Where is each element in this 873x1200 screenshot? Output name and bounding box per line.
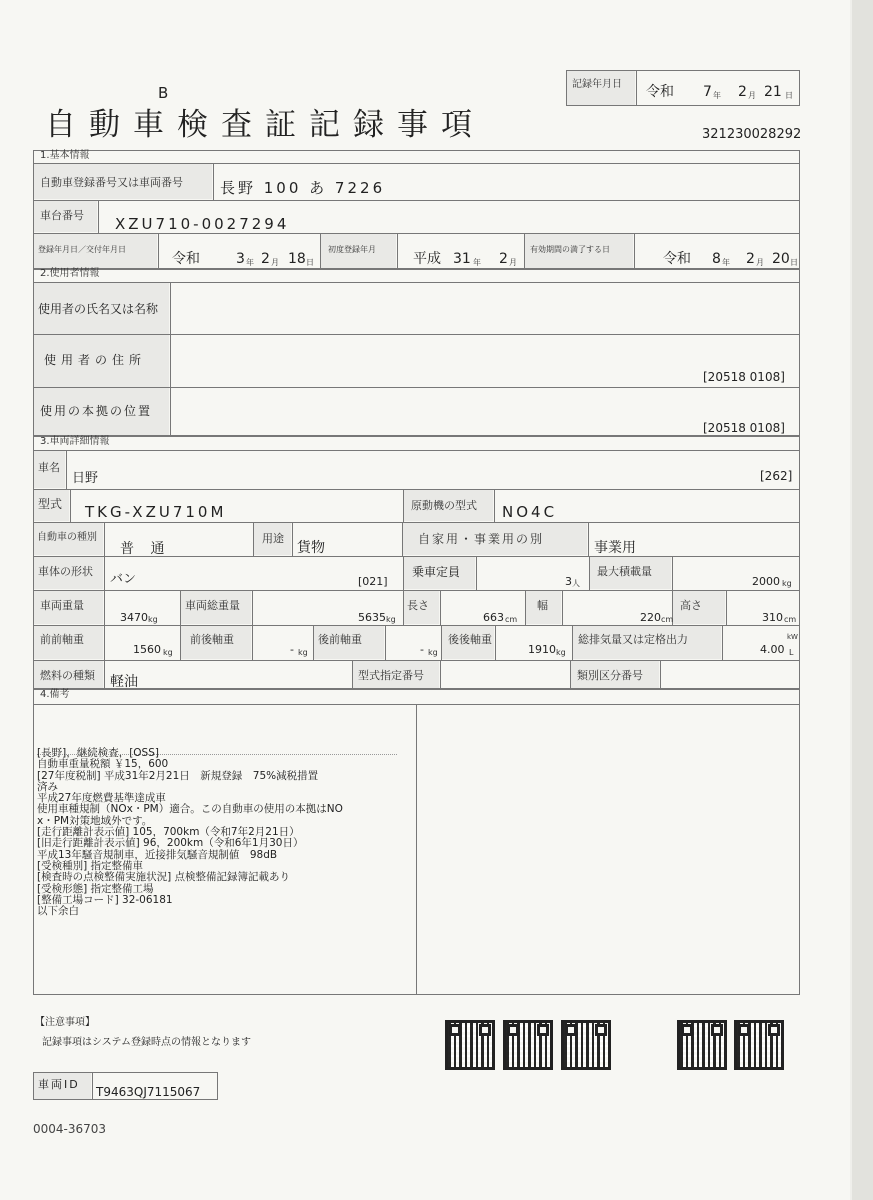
- category-number-label: 類別区分番号: [577, 669, 643, 682]
- chassis-number-value: XZU710-0027294: [115, 215, 290, 233]
- rear-front-axle-label: 後前軸重: [318, 633, 362, 646]
- record-date-year: 7: [703, 84, 712, 100]
- expiry-date-label: 有効期間の満了する日: [530, 245, 610, 254]
- use-value: 貨物: [297, 540, 325, 556]
- remark-line: 自動車重量税額 ￥15，600: [37, 758, 169, 771]
- model-value: TKG-XZU710M: [85, 503, 227, 521]
- gross-weight-value: 5635: [358, 611, 386, 624]
- document-number: 321230028292: [702, 127, 802, 142]
- paper-edge: [852, 0, 873, 1200]
- displacement-label: 総排気量又は定格出力: [578, 633, 688, 646]
- issue-date-month: 2: [261, 251, 270, 267]
- length-value: 663: [483, 611, 504, 624]
- issue-date-day: 18: [288, 251, 306, 267]
- user-address-label: 使用者の住所: [44, 353, 147, 367]
- model-label: 型式: [38, 497, 63, 511]
- remark-line: [旧走行距離計表示値] 96，200km（令和6年1月30日）: [37, 837, 304, 850]
- remark-line: 使用車種規制（NOx・PM）適合。この自動車の使用の本拠はNO: [37, 803, 343, 816]
- section-basic-info-title: 1.基本情報: [40, 150, 90, 161]
- max-load-value: 2000: [752, 575, 780, 588]
- remark-line: [受検形態] 指定整備工場: [37, 882, 154, 895]
- remark-line: [検査時の点検整備実施状況] 点検整備記録簿記載あり: [37, 871, 291, 884]
- height-label: 高さ: [680, 599, 702, 612]
- fuel-type-value: 軽油: [110, 674, 138, 690]
- front-front-axle-label: 前前軸重: [40, 633, 84, 646]
- remark-line: [受検種別] 指定整備車: [37, 859, 144, 872]
- record-date-month: 2: [738, 84, 747, 100]
- remark-line: [整備工場コード] 32-06181: [37, 893, 173, 906]
- issue-date-label: 登録年月日／交付年月日: [38, 245, 126, 254]
- b-mark: B: [158, 84, 169, 102]
- qr-code-2: [503, 1020, 553, 1070]
- form-number: 0004-36703: [33, 1122, 107, 1136]
- remark-line: 平成13年騒音規制車，近接排気騒音規制値 98dB: [37, 848, 278, 861]
- user-name-label: 使用者の氏名又は名称: [38, 302, 159, 316]
- rear-rear-axle-value: 1910: [528, 643, 556, 656]
- body-shape-code: [021]: [358, 575, 388, 588]
- vehicle-weight-value: 3470: [120, 611, 148, 624]
- private-business-value: 事業用: [594, 540, 636, 556]
- fuel-type-label: 燃料の種類: [40, 669, 95, 682]
- expiry-date-year: 8: [712, 251, 721, 267]
- body-shape-label: 車体の形状: [38, 565, 93, 578]
- certificate-paper: B 自動車検査証記録事項 記録年月日 令和 7 年 2 月 21 日 321230028292 1.基本情報 自動車登録番号又は車両番号 長野 100 あ 7226 車台番号 XZU710-0027294 登録年月日／交付年月日 令和 3 年 2 月 18 日 初度登録年月 平成 31 年 2 月 有効期間の満了する日 令和 8 年 2 月 20 日 2.使用者情報 使用者の氏名又は名称 使用者の住所 [20518 0108] 使用の本拠の位置 [20518 0108] 3.車両詳細情報 車名 日野 [262] 型式 TKG-XZU710M 原動機の型式 NO4C 自動車の種別 普 通 用途 貨物 自家用・事業用の別 事業用 車体の形状 バン [021] 乗車定員 3 人 最大積載量 2000 kg 車両重量 3470 kg 車両総重量 5635 kg 長さ 663 cm 幅 220 cm 高さ 310 cm 前前軸重 1560 kg 前後軸重 - kg 後前軸重 - kg 後後軸重 1910 kg 総排気量又は定格出力 4.00 kW L 燃料の種類 軽油 型式指定番号 類別区分番号 4.備考 [長野]，継続検査，[OSS] 自動車重量税額 ￥15，600 [27年度税制] 平成31年2月21日 新規登録 75%減税措置 済み 平成27年度燃費基準達成車 使用車種規制（NOx・PM）適合。この自動車の使用の本拠はNO x・PM対策地域外です。 [走行距離計表示値] 105，700km（令和7年2月21日） [旧走行距離計表示値] 96，200km（令和6年1月30日） 平成13年騒音規制車，近接排気騒音規制値 98dB [受検種別] 指定整備車 [検査時の点検整備実施状況] 点検整備記録簿記載あり [受検形態] 指定整備工場 [整備工場コード] 32-06181 以下余白 【注意事項】 記録事項はシステム登録時点の情報となります 車両ID T9463QJ7115067 0004-36703: [0, 0, 850, 1200]
- document-title: 自動車検査証記録事項: [45, 107, 485, 143]
- vehicle-weight-label: 車両重量: [40, 599, 84, 612]
- displacement-value: 4.00: [760, 643, 785, 656]
- height-value: 310: [762, 611, 783, 624]
- engine-model-value: NO4C: [502, 503, 558, 521]
- chassis-number-label: 車台番号: [40, 209, 84, 222]
- length-label: 長さ: [407, 599, 429, 612]
- width-label: 幅: [537, 599, 548, 612]
- first-registration-label: 初度登録年月: [328, 245, 376, 254]
- designation-number-label: 型式指定番号: [358, 669, 424, 682]
- issue-date-year: 3: [236, 251, 245, 267]
- registration-number-value: 長野 100 あ 7226: [220, 179, 386, 197]
- vehicle-type-label: 自動車の種別: [37, 532, 97, 543]
- record-date-era: 令和: [646, 84, 674, 100]
- vehicle-type-value: 普 通: [120, 541, 171, 557]
- first-registration-year: 31: [453, 251, 471, 267]
- qr-code-5: [734, 1020, 784, 1070]
- front-rear-axle-value: -: [290, 643, 294, 656]
- record-date-day: 21: [764, 84, 782, 100]
- capacity-label: 乗車定員: [412, 565, 461, 579]
- use-label: 用途: [262, 532, 284, 545]
- width-value: 220: [640, 611, 661, 624]
- section-user-info-title: 2.使用者情報: [40, 268, 100, 279]
- rear-front-axle-value: -: [420, 643, 424, 656]
- capacity-value: 3: [565, 575, 572, 588]
- notice-text: 記録事項はシステム登録時点の情報となります: [42, 1037, 251, 1048]
- base-location-label: 使用の本拠の位置: [40, 404, 153, 418]
- base-location-code: [20518 0108]: [703, 421, 785, 435]
- user-address-code: [20518 0108]: [703, 370, 785, 384]
- remark-line: x・PM対策地域外です。: [37, 814, 153, 827]
- rear-rear-axle-label: 後後軸重: [448, 633, 492, 646]
- first-registration-era: 平成: [413, 251, 441, 267]
- remark-line: 済み: [37, 780, 58, 793]
- vehicle-id-label: 車両ID: [38, 1078, 80, 1091]
- expiry-date-month: 2: [746, 251, 755, 267]
- remark-line: 平成27年度燃費基準達成車: [37, 792, 166, 805]
- notice-title: 【注意事項】: [35, 1017, 95, 1028]
- make-label: 車名: [38, 461, 60, 474]
- engine-model-label: 原動機の型式: [411, 499, 477, 512]
- max-load-label: 最大積載量: [597, 565, 652, 578]
- remarks-text: [37, 748, 343, 917]
- remark-line: [走行距離計表示値] 105，700km（令和7年2月21日）: [37, 826, 300, 839]
- qr-code-1: [445, 1020, 495, 1070]
- expiry-date-day: 20: [772, 251, 790, 267]
- remark-line: [長野]，継続検査，[OSS]: [37, 747, 159, 759]
- front-front-axle-value: 1560: [133, 643, 161, 656]
- remark-line: [27年度税制] 平成31年2月21日 新規登録 75%減税措置: [37, 769, 319, 782]
- first-registration-month: 2: [499, 251, 508, 267]
- record-date-label: 記録年月日: [572, 79, 622, 90]
- registration-number-label: 自動車登録番号又は車両番号: [40, 176, 183, 189]
- section-vehicle-details-title: 3.車両詳細情報: [40, 436, 110, 447]
- make-code: [262]: [760, 469, 793, 483]
- gross-weight-label: 車両総重量: [185, 599, 240, 612]
- expiry-date-era: 令和: [663, 251, 691, 267]
- issue-date-era: 令和: [172, 251, 200, 267]
- qr-code-4: [677, 1020, 727, 1070]
- section-remarks-title: 4.備考: [40, 689, 70, 700]
- remark-line: 以下余白: [37, 905, 79, 918]
- front-rear-axle-label: 前後軸重: [190, 633, 234, 646]
- qr-code-3: [561, 1020, 611, 1070]
- private-business-label: 自家用・事業用の別: [418, 532, 545, 546]
- vehicle-id-value: T9463QJ7115067: [96, 1085, 201, 1099]
- body-shape-value: バン: [110, 572, 137, 587]
- make-value: 日野: [72, 471, 99, 486]
